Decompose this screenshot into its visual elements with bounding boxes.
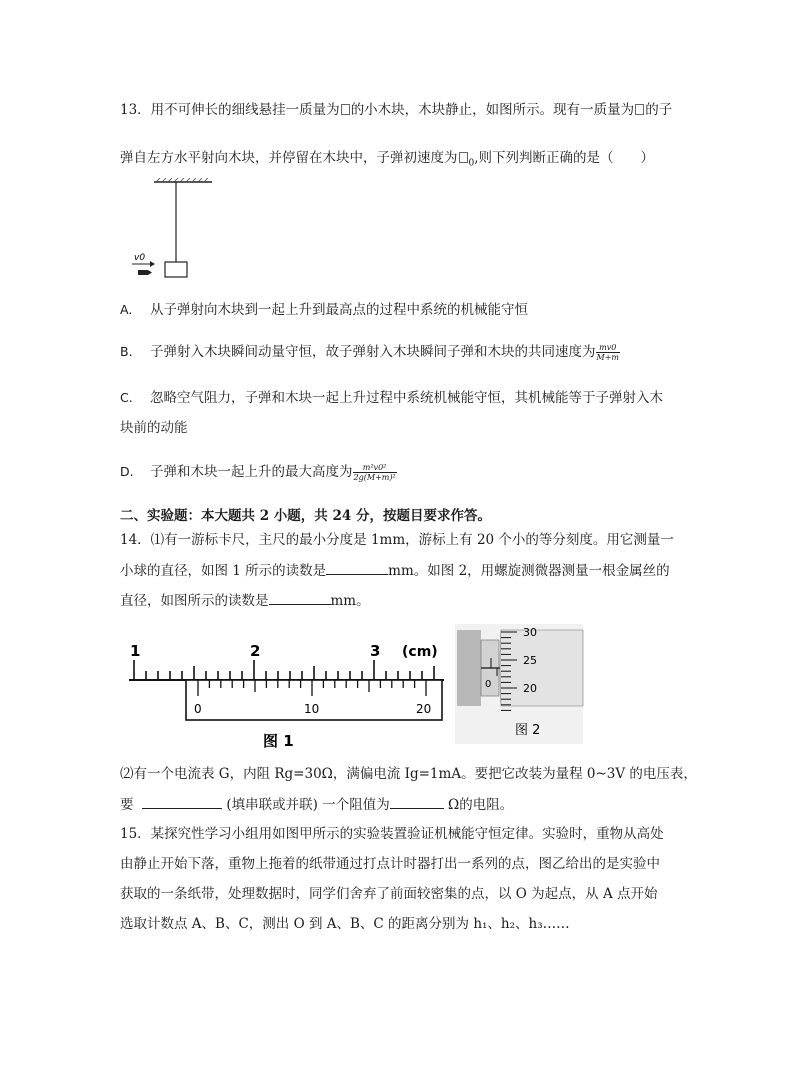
q14-line-3: 直径，如图所示的读数是 mm。 — [120, 590, 370, 611]
thimble — [500, 630, 583, 706]
q15-line-3: 获取的一条纸带，处理数据时，同学们舍弃了前面较密集的点，以 O 为起点，从 A 点开始 — [120, 886, 658, 902]
figure-1-caption: 图 1 — [263, 732, 294, 750]
vernier-caliper-figure — [126, 634, 448, 752]
sleeve-body — [457, 630, 481, 706]
q13-line-1: 13．用不可伸长的细线悬挂一质量为 的小木块，木块静止，如图所示。现有一质量为 的子 — [120, 102, 673, 118]
q15-line-4: 选取计数点 A、B、C，测出 O 到 A、B、C 的距离分别为 h₁、h₂、h₃…… — [120, 916, 570, 932]
thimble-label-25: 25 — [523, 654, 537, 667]
micrometer-figure — [451, 620, 587, 748]
main-label-1: 1 — [130, 642, 141, 660]
q14-line-2: 小球的直径，如图 1 所示的读数是 mm。如图 2，用螺旋测微器测量一根金属丝的 — [120, 560, 670, 581]
section-2-heading: 二、实验题：本大题共 2 小题，共 24 分，按题目要求作答。 — [120, 508, 491, 524]
symbol-v — [459, 152, 468, 163]
pendulum-figure — [118, 178, 218, 288]
q15-line-2: 由静止开始下落，重物上拖着的纸带通过打点计时器打出一系列的点，图乙给出的是实验中 — [120, 856, 660, 872]
q13-option-c-line-2: 块前的动能 — [120, 420, 188, 436]
fraction-b: $\frac{mv0}{M+m}$ — [596, 343, 619, 362]
symbol-M — [341, 104, 350, 115]
q14-part2-line-2: 要 (填串联或并联) 一个阻值为 Ω的电阻。 — [120, 794, 513, 815]
vernier-label-0: 0 — [194, 702, 202, 716]
main-label-2: 2 — [250, 642, 261, 660]
thimble-label-30: 30 — [523, 626, 537, 639]
symbol-m — [635, 104, 644, 115]
q13-option-c-line-1: C. 忽略空气阻力，子弹和木块一起上升过程中系统机械能守恒，其机械能等于子弹射入木 — [120, 390, 663, 406]
answer-blank-micrometer[interactable] — [269, 590, 331, 605]
q14-line-1: 14．⑴有一游标卡尺，主尺的最小分度是 1mm，游标上有 20 个小的等分刻度。用它测量一 — [120, 532, 674, 548]
sleeve-label-0: 0 — [485, 679, 492, 690]
vernier-label-10: 10 — [304, 702, 320, 716]
q13-line-2: 弹自左方水平射向木块，并停留在木块中，子弹初速度为 $_0$,则下列判断正确的是（ ） — [120, 150, 655, 169]
q14-part2-line-1: ⑵有一个电流表 G，内阻 Rg=30Ω，满偏电流 Ig=1mA。要把它改装为量程 0~3V 的电压表， — [120, 766, 697, 782]
thimble-label-20: 20 — [523, 682, 537, 695]
answer-blank-connection[interactable] — [142, 794, 222, 809]
main-label-3: 3 — [370, 642, 381, 660]
unit-label: (cm) — [402, 644, 438, 660]
bullet-icon — [138, 270, 152, 275]
wooden-block — [165, 262, 187, 277]
answer-blank-resistance[interactable] — [390, 794, 444, 809]
velocity-arrowhead — [150, 261, 155, 267]
main-scale-ticks — [134, 660, 434, 680]
figure-2-caption: 图 2 — [515, 723, 541, 738]
q15-line-1: 15．某探究性学习小组用如图甲所示的实验装置验证机械能守恒定律。实验时，重物从高处 — [120, 826, 664, 842]
q13-option-b: B. 子弹射入木块瞬间动量守恒，故子弹射入木块瞬间子弹和木块的共同速度为 $\frac{mv0}{M+m}$ — [120, 343, 619, 362]
fraction-d: $\frac{\text{m²v0²}}{\text{2g(M+m)²}}$ — [353, 463, 396, 482]
vernier-label-20: 20 — [416, 702, 432, 716]
answer-blank-caliper[interactable] — [326, 560, 388, 575]
v0-label: v0 — [134, 253, 146, 263]
q13-option-d: D. 子弹和木块一起上升的最大高度为 $\frac{\text{m²v0²}}{\text{2g(M+m)²}}$ — [120, 463, 396, 482]
q13-option-a: A. 从子弹射向木块到一起上升到最高点的过程中系统的机械能守恒 — [120, 302, 528, 318]
